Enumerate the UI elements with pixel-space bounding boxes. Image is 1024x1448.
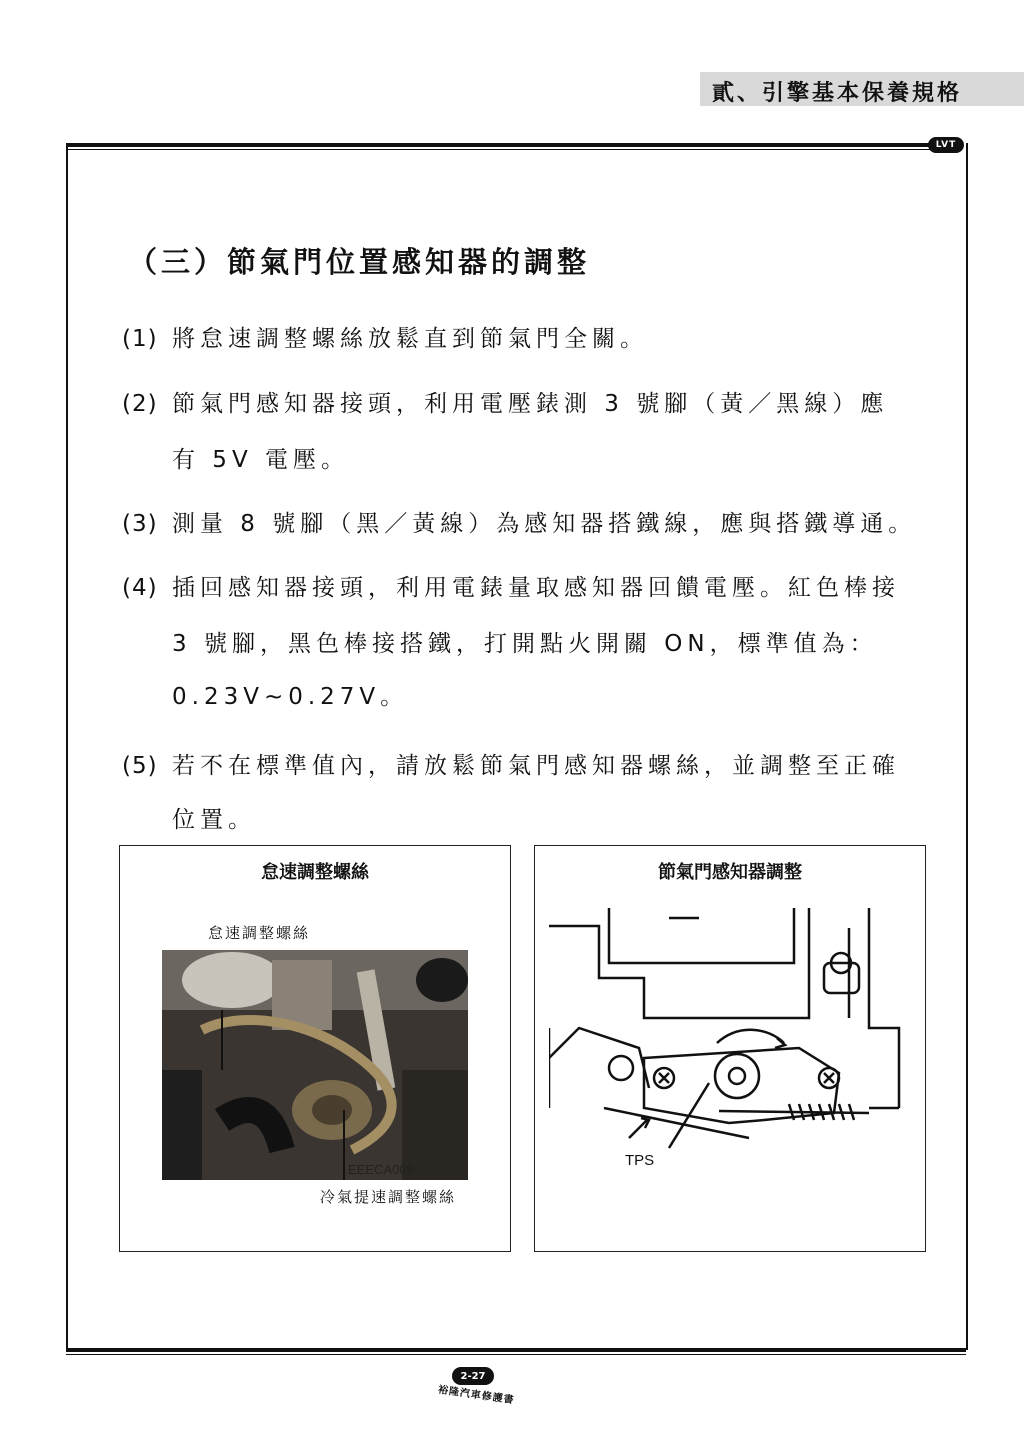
bottom-rule-thin bbox=[66, 1354, 966, 1355]
chapter-title: 貳、引擎基本保養規格 bbox=[712, 81, 963, 106]
top-rule-thin bbox=[66, 149, 952, 150]
top-rule bbox=[66, 143, 952, 147]
step-number: (3) bbox=[122, 511, 158, 537]
step-2 bbox=[122, 387, 888, 421]
callout-ac-idle-up-screw: 冷氣提速調整螺絲 bbox=[320, 1188, 457, 1206]
step-number: (1) bbox=[122, 326, 158, 352]
engine-photo-illustration bbox=[162, 950, 468, 1180]
step-number: (2) bbox=[122, 391, 158, 417]
tps-diagram bbox=[549, 908, 911, 1238]
step-1 bbox=[122, 322, 648, 356]
step-5 bbox=[122, 749, 900, 783]
engine-photo bbox=[162, 950, 468, 1180]
step-4-continued-2: 0.23V~0.27V。 bbox=[172, 684, 409, 710]
figure-title: 怠速調整螺絲 bbox=[261, 862, 369, 883]
step-text: 測量 8 號腳（黑／黃線）為感知器搭鐵線，應與搭鐵導通。 bbox=[172, 511, 917, 537]
step-4-continued: 3 號腳，黑色棒接搭鐵，打開點火開關 ON，標準值為： bbox=[172, 631, 878, 657]
step-3 bbox=[122, 507, 916, 541]
step-number: (5) bbox=[122, 753, 158, 779]
callout-idle-screw: 怠速調整螺絲 bbox=[208, 924, 311, 942]
publisher-name: 裕隆汽車修護書 bbox=[437, 1384, 516, 1407]
step-number: (4) bbox=[122, 575, 158, 601]
tps-label: TPS bbox=[625, 1152, 655, 1169]
step-4 bbox=[122, 571, 900, 605]
step-5-continued: 位置。 bbox=[172, 807, 256, 833]
step-text: 插回感知器接頭，利用電錶量取感知器回饋電壓。紅色棒接 bbox=[172, 575, 900, 601]
figure-tps-adjustment bbox=[534, 845, 926, 1252]
step-text: 若不在標準值內，請放鬆節氣門感知器螺絲，並調整至正確 bbox=[172, 753, 900, 779]
step-text: 節氣門感知器接頭，利用電壓錶測 3 號腳（黃／黑線）應 bbox=[172, 391, 889, 417]
bottom-rule bbox=[66, 1348, 966, 1352]
section-title: （三）節氣門位置感知器的調整 bbox=[128, 245, 591, 279]
brand-logo: LVT bbox=[928, 137, 964, 153]
step-2-continued: 有 5V 電壓。 bbox=[172, 447, 349, 473]
figure-title: 節氣門感知器調整 bbox=[658, 862, 802, 883]
photo-code: EEECA006 bbox=[348, 1162, 414, 1177]
step-text: 將怠速調整螺絲放鬆直到節氣門全關。 bbox=[172, 326, 648, 352]
figure-idle-screw bbox=[119, 845, 511, 1252]
page-number: 2-27 bbox=[452, 1367, 494, 1385]
